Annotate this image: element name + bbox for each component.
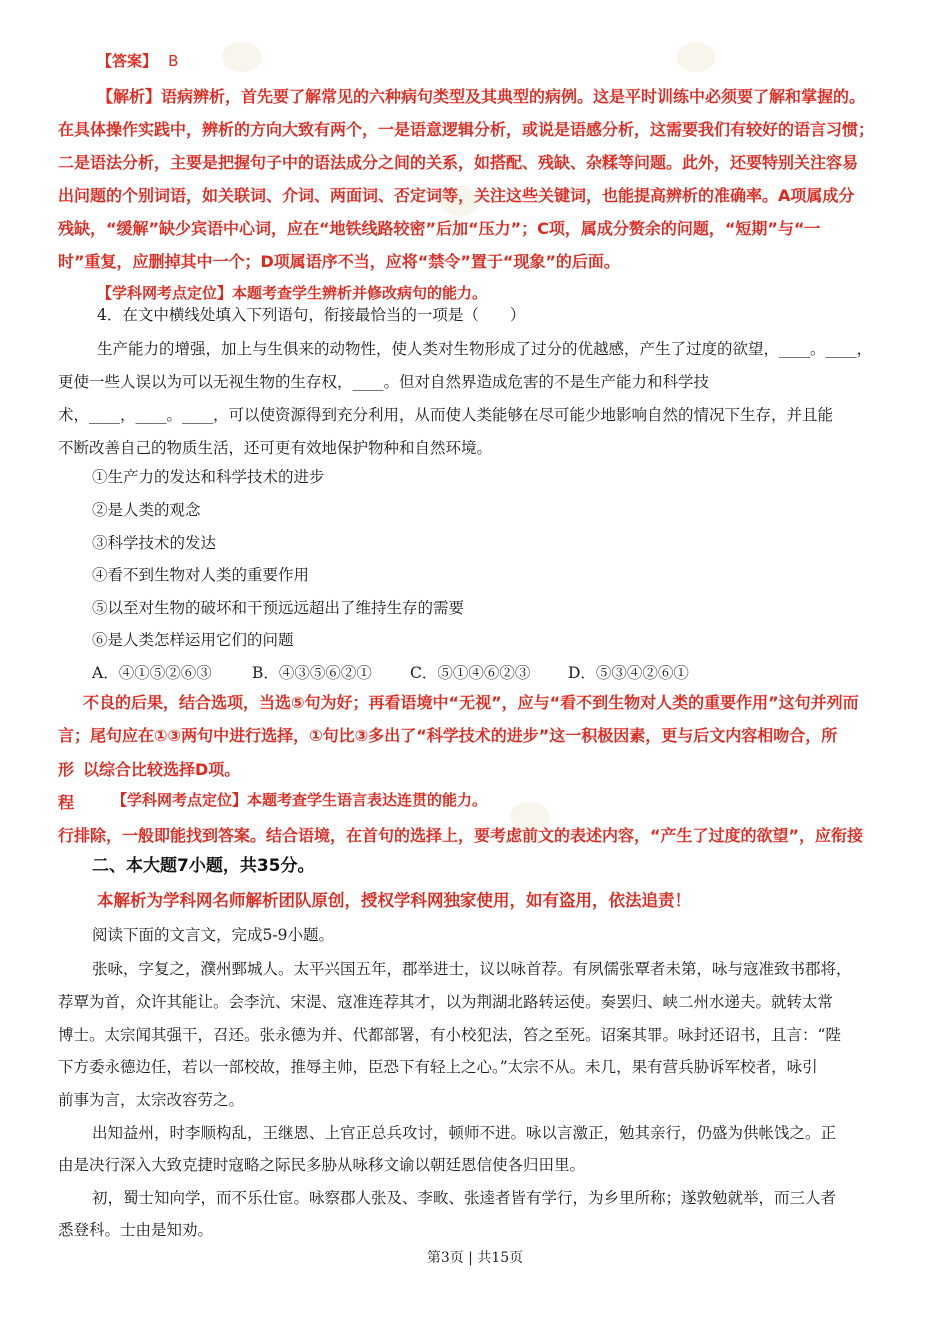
q4-stem: 4．在文中横线处填入下列语句，衔接最恰当的一项是（ ） [97,306,526,324]
analysis-line-5: 残缺，“缓解”缺少宾语中心词，应在“地铁线路较密”后加“压力”；C项，属成分赘余的问题，“短期”与“一 [58,219,821,238]
kaodian-1: 【学科网考点定位】本题考查学生辨析并修改病句的能力。 [97,284,488,302]
q4-choice-a: A．④①⑤②⑥③ [92,664,212,682]
q4-option-1: ①生产力的发达和科学技术的进步 [92,468,325,486]
q4-choice-b: B．④③⑤⑥②① [252,664,372,682]
answer-line [97,50,178,71]
passage-p1-line-3: 博士。太宗闻其强干，召还。张永德为并、代都部署，有小校犯法，笞之至死。诏案其罪。咏封还诏书，且言：“陛 [58,1026,841,1044]
q4-option-5: ⑤以至对生物的破坏和干预远远超出了维持生存的需要 [92,599,465,617]
analysis-line-6: 时”重复，应删掉其中一个；D项属语序不当，应将“禁令”置于“现象”的后面。 [58,252,620,271]
passage-p1-line-4: 下方委永德边任，若以一部校故，推辱主帅，臣恐下有轻上之心。”太宗不从。未几，果有营兵胁诉军校者，咏引 [58,1058,818,1076]
passage-p2-line-2: 由是决行深入大致克捷时寇略之际民多胁从咏移文谕以朝廷恩信使各归田里。 [58,1156,586,1174]
q4-choice-c: C．⑤①④⑥②③ [410,664,531,682]
page-footer: 第3页 | 共15页 [426,1250,524,1266]
analysis-line-3: 二是语法分析，主要是把握句子中的语法成分之间的关系，如搭配、残缺、杂糅等问题。此外，还要特别关注容易 [58,153,859,172]
watermark-logo [676,42,716,72]
analysis2-line-2: 言；尾句应在①③两句中进行选择，①句比③多出了“科学技术的进步”这一积极因素，更与后文内容相吻合，所 [58,726,838,745]
passage-p3-line-2: 悉登科。士由是知劝。 [58,1221,214,1239]
analysis-line-4: 出问题的个别词语，如关联词、介词、两面词、否定词等，关注这些关键词，也能提高辨析的准确率。A项属成分 [58,186,855,205]
analysis2-line-3b: 以综合比较选择D项。 [83,760,241,779]
kaodian-2: 【学科网考点定位】本题考查学生语言表达连贯的能力。 [112,791,488,809]
passage-p2-line-1: 出知益州，时李顺构乱，王继恩、上官正总兵攻讨，顿师不进。咏以言激正，勉其亲行，仍盛为供帐饯之。正 [92,1124,837,1142]
q4-passage-2: 更使一些人误以为可以无视生物的生存权，____。但对自然界造成危害的不是生产能力和科学技 [58,373,710,391]
answer-label: 【答案】 [97,52,158,70]
q4-option-6: ⑥是人类怎样运用它们的问题 [92,631,294,649]
copyright-notice: 本解析为学科网名师解析团队原创，授权学科网独家使用，如有盗用，依法追责！ [97,891,691,910]
analysis2-line-4a: 程 [58,793,75,812]
passage-p1-line-5: 前事为言，太宗改容劳之。 [58,1091,245,1109]
analysis-line-1: 【解析】语病辨析，首先要了解常见的六种病句类型及其典型的病例。这是平时训练中必须要了解和掌握的。 [97,87,866,106]
passage-p3-line-1: 初，蜀士知向学，而不乐仕宦。咏察郡人张及、李畋、张逵者皆有学行，为乡里所称；遂敦勉就举，而三人者 [92,1189,837,1207]
analysis2-line-1: 不良的后果，结合选项，当选⑤句为好；再看语境中“无视”，应与“看不到生物对人类的重要作用”这句并列而 [83,693,859,712]
q4-passage-4: 不断改善自己的物质生活，还可更有效地保护物种和自然环境。 [58,439,493,457]
q4-passage-3: 术，____，____。____，可以使资源得到充分利用，从而使人类能够在尽可能少地影响自然的情况下生存，并且能 [58,406,834,424]
q4-option-4: ④看不到生物对人类的重要作用 [92,566,310,584]
passage-p1-line-1: 张咏，字复之，濮州鄄城人。太平兴国五年，郡举进士，议以咏首荐。有夙儒张覃者未第，咏与寇准致书郡将， [92,960,852,978]
q4-choice-d: D．⑤③④②⑥① [568,664,689,682]
section-2-heading: 二、本大题7小题，共35分。 [92,856,315,876]
q4-option-3: ③科学技术的发达 [92,534,217,552]
answer-value: B [168,52,179,70]
passage-p1-line-2: 荐覃为首，众许其能让。会李沆、宋湜、寇准连荐其才，以为荆湖北路转运使。奏罢归、峡二州水递夫。就转太常 [58,993,834,1011]
analysis2-line-3a: 形 [58,760,75,779]
reading-intro: 阅读下面的文言文，完成5-9小题。 [92,926,334,944]
analysis-line-2: 在具体操作实践中，辨析的方向大致有两个，一是语意逻辑分析，或说是语感分析，这需要我们有较好的语言习惯； [58,120,875,139]
q4-option-2: ②是人类的观念 [92,501,201,519]
watermark-logo [222,42,262,72]
analysis2-line-5: 行排除，一般即能找到答案。结合语境，在首句的选择上，要考虑前文的表述内容，“产生了过度的欲望”，应衔接 [58,826,864,845]
q4-passage-1: 生产能力的增强，加上与生俱来的动物性，使人类对生物形成了过分的优越感，产生了过度的欲望，____。____， [97,340,873,358]
